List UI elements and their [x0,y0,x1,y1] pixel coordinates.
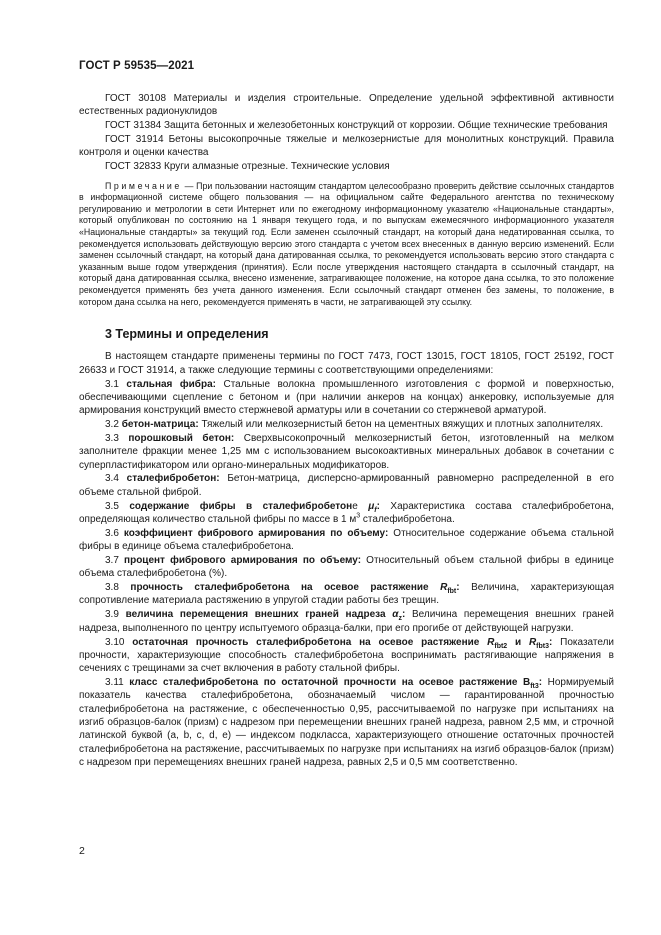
term-definition: Характеристика состава сталефибробетона, определяющая количество стальной фибры по массе в 1 м [79,500,615,525]
term-3-11 [79,676,614,769]
term-name: процент фибрового армирования по объему: [124,555,362,566]
term-symbol: μ [368,500,375,512]
term-number: 3.1 [105,378,127,390]
term-number: 3.10 [105,636,133,648]
reference-item: ГОСТ 30108 Материалы и изделия строительные. Определение удельной эффективной активности естественных радионуклидов [79,93,614,118]
term-name: остаточная прочность сталефибробетона на осевое растяжение [132,636,488,648]
term-definition: Показатели прочности, характеризующие способность сталефибробетона воспринимать растягивающие напряжения в сечениях с трещинами за счет включения в работу стальной фибры. [79,636,614,675]
note-text: — При пользовании настоящим стандартом целесообразно проверить действие ссылочных стандартов в информационной системе общего пользования — на официальном сайте Федерального агентства по техническому регулированию и метрологии в сети Интернет или по ежегодному информационному указателю «Национальные стандарты», который опубликован по состоянию на 1 января текущего года, и по выпускам ежемесячного информационного указателя «Национальные стандарты» за текущий год. Если заменен ссылочный стандарт, на который дана недатированная ссылка, то рекомендуется использовать действующую версию этого стандарта с учетом всех внесенных в данную версию изменений. Если заменен ссылочный стандарт, на который дана датированная ссылка, то рекомендуется использовать версию этого стандарта с указанным выше годом утверждения (принятия). Если после утверждения настоящего стандарта в ссылочный стандарт, на который дана датированная ссылка, внесено изменение, затрагивающее положение, на которое дана ссылка, то это положение рекомендуется применять без учета данного изменения. Если ссылочный стандарт отменен без замены, то положение, в котором дана ссылка на него, рекомендуется применять в части, не затрагивающей эту ссылку. [79,180,614,307]
term-colon: : [376,500,380,512]
term-name: стальная фибра: [126,378,216,390]
document-body [79,92,614,770]
term-symbol-subscript: z [398,615,402,623]
term-number: 3.9 [105,609,126,621]
term-colon: : [538,677,543,689]
term-name: порошковый бетон: [128,432,235,444]
term-3-1 [79,378,614,418]
term-3-4 [79,472,614,499]
term-colon: : [549,636,553,648]
reference-item: ГОСТ 31914 Бетоны высокопрочные тяжелые и мелкозернистые для монолитных конструкций. Правила контроля и оценки качества [79,134,614,159]
note-paragraph [79,181,614,309]
term-number: 3.8 [105,582,131,594]
term-definition: Сверхвысокопрочный мелкозернистый бетон, изготовленный на мелком заполнителе фракции менее 1,25 мм с использованием высокоактивных минеральных добавок в сочетании с суперпластификатором или органо-минеральных модификаторов. [79,432,614,471]
term-symbol-subscript: ft3 [530,683,539,691]
page-number: 2 [79,845,85,857]
term-definition-end: сталефибробетона. [360,513,455,525]
reference-item: ГОСТ 32833 Круги алмазные отрезные. Технические условия [105,161,390,173]
term-symbol: α [392,609,399,621]
term-definition: Относительное содержание объема стальной фибры в единице объема сталефибробетона. [79,527,615,553]
superscript: 3 [356,512,361,520]
term-symbol-subscript: f [374,506,377,514]
term-number: 3.2 [105,419,122,431]
term-number: 3.5 [105,500,130,512]
term-name: содержание фибры в сталефибробетон [129,500,353,512]
term-definition: Тяжелый или мелкозернистый бетон на цементных вяжущих и плотных заполнителях. [198,419,604,431]
term-definition: Бетон-матрица, дисперсно-армированный равномерно распределенной в его объеме стальной фиброй. [79,473,614,498]
term-3-3 [79,432,614,472]
term-colon: : [456,582,460,594]
term-definition: Величина перемещения внешних граней надреза, выполненного по центру испытуемого образца-балки, при его прогибе от действующей нагрузки. [79,609,614,634]
term-name: коэффициент фибрового армирования по объему: [123,527,389,539]
document-code-header: ГОСТ Р 59535—2021 [79,60,195,72]
term-definition: Нормируемый показатель качества сталефибробетона, обозначаемый числом — гарантированной прочностью сталефибробетона на растяжение, с обеспеченностью 0,95, рассчитываемой по нагрузке при испытаниях на изгиб образцов-балок (призм) с надрезом при перемещении внешних граней надреза, равном 2,5 мм, и строчной латинской буквой (а, b, с, d, e) — индексом подкласса, характеризующего отношение остаточных прочностей сталефибробетона на растяжение, рассчитываемых по нагрузке при испытаниях на изгиб образцов-балок (призм) с надрезом при перемещениях внешних граней надреза, равных 2,5 и 0,5 мм соответственно. [79,677,614,768]
term-definition: Стальные волокна промышленного изготовления с формой и поверхностью, обеспечивающими сцепление с бетоном и (при наличии анкеров на концах) анкеровку, используемые для армирования конструкций вместо стержневой арматуры или в сочетании со стержневой арматурой. [79,378,614,417]
term-symbol-subscript: fbt2 [494,642,508,650]
note-label: Примечание [105,180,182,191]
term-3-2 [79,418,614,431]
term-symbol-subscript: fbt [447,588,457,596]
reference-item: ГОСТ 31384 Защита бетонных и железобетонных конструкций от коррозии. Общие технические требования [105,120,608,132]
term-symbol: R [487,636,495,648]
term-number: 3.7 [105,555,125,566]
term-number: 3.3 [105,432,129,444]
term-3-9 [79,608,614,635]
term-3-7 [79,554,614,581]
term-definition: Относительный объем стальной фибры в единице объема сталефибробетона (%). [79,555,614,580]
term-3-8 [79,581,614,608]
term-number: 3.4 [105,473,127,485]
term-name: бетон-матрица: [121,419,199,431]
term-name: величина перемещения внешних граней надреза [125,609,393,621]
term-symbol: R [440,582,448,594]
term-name: сталефибробетон: [126,473,220,485]
term-3-6 [79,527,614,554]
section-heading: 3 Термины и определения [105,327,269,342]
term-colon: : [401,609,406,621]
term-definition: Величина, характеризующая сопротивление материала растяжению в упругой стадии работы без трещин. [79,582,614,607]
term-symbol-subscript: fbt3 [536,642,550,650]
term-name: класс сталефибробетона по остаточной прочности на осевое растяжение В [129,677,531,689]
term-symbol: R [528,636,537,648]
term-conjunction: и [507,636,529,648]
term-name: прочность сталефибробетона на осевое растяжение [130,582,441,594]
term-number: 3.6 [105,527,124,539]
term-3-10 [79,636,614,676]
section-intro: В настоящем стандарте применены термины по ГОСТ 7473, ГОСТ 13015, ГОСТ 18105, ГОСТ 25192, ГОСТ 26633 и ГОСТ 31914, а также следующие термины с соответствующими определениями: [79,351,614,376]
term-name-ending: е [352,500,358,512]
term-number: 3.11 [105,677,130,689]
term-3-5 [79,500,614,527]
